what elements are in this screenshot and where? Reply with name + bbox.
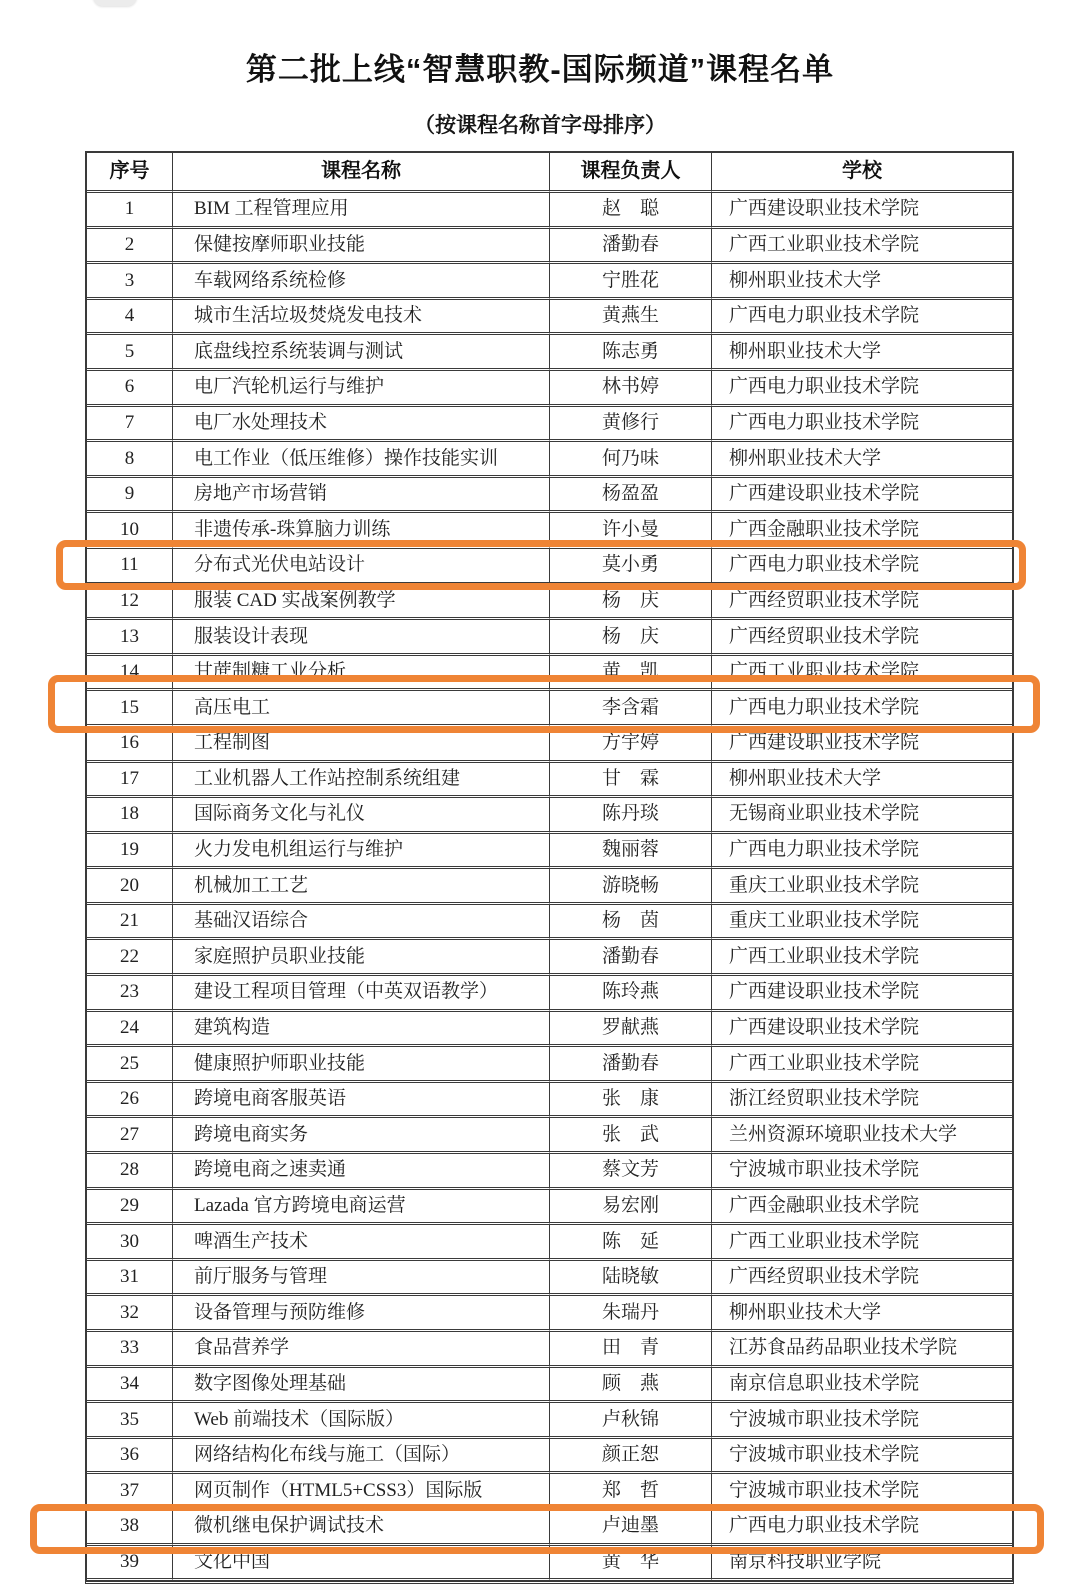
leader-cell: 潘勤春 (550, 1047, 712, 1083)
leader-cell: 陆晓敏 (550, 1261, 712, 1297)
table-row (87, 300, 1012, 336)
school-cell: 广西电力职业技术学院 (712, 371, 1012, 407)
school-cell: 广西建设职业技术学院 (712, 727, 1012, 763)
course-name-cell: 文化中国 (173, 1546, 550, 1582)
table-row (87, 620, 1012, 656)
school-cell: 广西经贸职业技术学院 (712, 585, 1012, 621)
school-cell: 广西工业职业技术学院 (712, 1225, 1012, 1261)
header-school: 学校 (712, 153, 1012, 193)
school-cell: 柳州职业技术大学 (712, 763, 1012, 799)
course-name-cell: 国际商务文化与礼仪 (173, 798, 550, 834)
leader-cell: 杨 庆 (550, 620, 712, 656)
table-row (87, 407, 1012, 443)
leader-cell: 黄燕生 (550, 300, 712, 336)
table-row (87, 1012, 1012, 1048)
leader-cell: 莫小勇 (550, 549, 712, 585)
course-table (85, 151, 1014, 1584)
leader-cell: 顾 燕 (550, 1368, 712, 1404)
school-cell: 柳州职业技术大学 (712, 264, 1012, 300)
table-row (87, 1368, 1012, 1404)
leader-cell: 黄 凯 (550, 656, 712, 692)
header-course-name: 课程名称 (173, 153, 550, 193)
school-cell: 南京科技职业学院 (712, 1546, 1012, 1582)
table-row (87, 1403, 1012, 1439)
course-name-cell: 建设工程项目管理（中英双语教学） (173, 976, 550, 1012)
course-name-cell: 数字图像处理基础 (173, 1368, 550, 1404)
course-name-cell: 健康照护师职业技能 (173, 1047, 550, 1083)
leader-cell: 陈玲燕 (550, 976, 712, 1012)
school-cell: 重庆工业职业技术学院 (712, 869, 1012, 905)
row-no-cell: 23 (87, 976, 173, 1012)
leader-cell: 陈 延 (550, 1225, 712, 1261)
leader-cell: 杨 庆 (550, 585, 712, 621)
school-cell: 江苏食品药品职业技术学院 (712, 1332, 1012, 1368)
school-cell: 南京信息职业技术学院 (712, 1368, 1012, 1404)
table-row (87, 1332, 1012, 1368)
row-no-cell: 14 (87, 656, 173, 692)
row-no-cell: 28 (87, 1154, 173, 1190)
leader-cell: 许小曼 (550, 513, 712, 549)
course-name-cell: 火力发电机组运行与维护 (173, 834, 550, 870)
leader-cell: 卢迪墨 (550, 1510, 712, 1546)
course-name-cell: 设备管理与预防维修 (173, 1296, 550, 1332)
course-name-cell: 电厂汽轮机运行与维护 (173, 371, 550, 407)
leader-cell: 游晓畅 (550, 869, 712, 905)
row-no-cell: 38 (87, 1510, 173, 1546)
leader-cell: 卢秋锦 (550, 1403, 712, 1439)
leader-cell: 潘勤春 (550, 229, 712, 265)
row-no-cell: 5 (87, 335, 173, 371)
school-cell: 广西工业职业技术学院 (712, 656, 1012, 692)
school-cell: 广西电力职业技术学院 (712, 300, 1012, 336)
leader-cell: 潘勤春 (550, 940, 712, 976)
leader-cell: 易宏刚 (550, 1190, 712, 1226)
leader-cell: 方宇婷 (550, 727, 712, 763)
table-row (87, 1154, 1012, 1190)
school-cell: 广西经贸职业技术学院 (712, 1261, 1012, 1297)
table-row (87, 1190, 1012, 1226)
course-name-cell: 高压电工 (173, 691, 550, 727)
school-cell: 浙江经贸职业技术学院 (712, 1083, 1012, 1119)
row-no-cell: 21 (87, 905, 173, 941)
school-cell: 重庆工业职业技术学院 (712, 905, 1012, 941)
table-row (87, 1296, 1012, 1332)
table-row (87, 229, 1012, 265)
course-name-cell: 车载网络系统检修 (173, 264, 550, 300)
leader-cell: 杨 茵 (550, 905, 712, 941)
course-name-cell: 电工作业（低压维修）操作技能实训 (173, 442, 550, 478)
school-cell: 广西工业职业技术学院 (712, 1047, 1012, 1083)
school-cell: 广西工业职业技术学院 (712, 940, 1012, 976)
row-no-cell: 17 (87, 763, 173, 799)
table-row (87, 1083, 1012, 1119)
course-name-cell: 底盘线控系统装调与测试 (173, 335, 550, 371)
course-name-cell: 分布式光伏电站设计 (173, 549, 550, 585)
course-name-cell: 城市生活垃圾焚烧发电技术 (173, 300, 550, 336)
course-name-cell: 微机继电保护调试技术 (173, 1510, 550, 1546)
course-name-cell: 基础汉语综合 (173, 905, 550, 941)
leader-cell: 甘 霖 (550, 763, 712, 799)
leader-cell: 黄修行 (550, 407, 712, 443)
course-name-cell: 保健按摩师职业技能 (173, 229, 550, 265)
leader-cell: 颜正恕 (550, 1439, 712, 1475)
course-name-cell: 服装设计表现 (173, 620, 550, 656)
row-no-cell: 11 (87, 549, 173, 585)
school-cell: 广西建设职业技术学院 (712, 478, 1012, 514)
course-name-cell: 房地产市场营销 (173, 478, 550, 514)
course-name-cell: 甘蔗制糖工业分析 (173, 656, 550, 692)
school-cell: 广西建设职业技术学院 (712, 193, 1012, 229)
leader-cell: 杨盈盈 (550, 478, 712, 514)
row-no-cell: 34 (87, 1368, 173, 1404)
leader-cell: 林书婷 (550, 371, 712, 407)
table-row (87, 691, 1012, 727)
table-row (87, 1439, 1012, 1475)
row-no-cell: 26 (87, 1083, 173, 1119)
course-name-cell: 电厂水处理技术 (173, 407, 550, 443)
course-name-cell: 建筑构造 (173, 1012, 550, 1048)
row-no-cell: 13 (87, 620, 173, 656)
leader-cell: 黄 华 (550, 1546, 712, 1582)
row-no-cell: 31 (87, 1261, 173, 1297)
page-subtitle: （按课程名称首字母排序） (414, 113, 666, 137)
table-row (87, 513, 1012, 549)
row-no-cell: 6 (87, 371, 173, 407)
row-no-cell: 30 (87, 1225, 173, 1261)
header-no: 序号 (87, 153, 173, 193)
course-name-cell: BIM 工程管理应用 (173, 193, 550, 229)
school-cell: 广西工业职业技术学院 (712, 229, 1012, 265)
school-cell: 兰州资源环境职业技术大学 (712, 1118, 1012, 1154)
table-row (87, 1118, 1012, 1154)
header-course-leader: 课程负责人 (550, 153, 712, 193)
row-no-cell: 20 (87, 869, 173, 905)
course-name-cell: 工业机器人工作站控制系统组建 (173, 763, 550, 799)
row-no-cell: 29 (87, 1190, 173, 1226)
table-row (87, 1510, 1012, 1546)
course-name-cell: 食品营养学 (173, 1332, 550, 1368)
row-no-cell: 32 (87, 1296, 173, 1332)
table-row (87, 976, 1012, 1012)
leader-cell: 宁胜花 (550, 264, 712, 300)
table-row (87, 371, 1012, 407)
row-no-cell: 37 (87, 1474, 173, 1510)
row-no-cell: 9 (87, 478, 173, 514)
school-cell: 广西经贸职业技术学院 (712, 620, 1012, 656)
table-row (87, 549, 1012, 585)
course-name-cell: 跨境电商实务 (173, 1118, 550, 1154)
row-no-cell: 19 (87, 834, 173, 870)
table-row (87, 1261, 1012, 1297)
leader-cell: 郑 哲 (550, 1474, 712, 1510)
school-cell: 广西电力职业技术学院 (712, 407, 1012, 443)
row-no-cell: 7 (87, 407, 173, 443)
school-cell: 宁波城市职业技术学院 (712, 1403, 1012, 1439)
course-name-cell: 非遗传承-珠算脑力训练 (173, 513, 550, 549)
leader-cell: 张 武 (550, 1118, 712, 1154)
leader-cell: 蔡文芳 (550, 1154, 712, 1190)
table-row (87, 763, 1012, 799)
row-no-cell: 10 (87, 513, 173, 549)
course-name-cell: 跨境电商之速卖通 (173, 1154, 550, 1190)
table-row (87, 335, 1012, 371)
row-no-cell: 3 (87, 264, 173, 300)
course-name-cell: 家庭照护员职业技能 (173, 940, 550, 976)
table-row (87, 727, 1012, 763)
row-no-cell: 27 (87, 1118, 173, 1154)
leader-cell: 李含霜 (550, 691, 712, 727)
leader-cell: 魏丽蓉 (550, 834, 712, 870)
course-name-cell: 网页制作（HTML5+CSS3）国际版 (173, 1474, 550, 1510)
row-no-cell: 8 (87, 442, 173, 478)
table-header-row (87, 153, 1012, 193)
course-name-cell: 服装 CAD 实战案例教学 (173, 585, 550, 621)
course-name-cell: 啤酒生产技术 (173, 1225, 550, 1261)
row-no-cell: 36 (87, 1439, 173, 1475)
school-cell: 广西电力职业技术学院 (712, 549, 1012, 585)
leader-cell: 陈丹琰 (550, 798, 712, 834)
school-cell: 柳州职业技术大学 (712, 1296, 1012, 1332)
leader-cell: 陈志勇 (550, 335, 712, 371)
row-no-cell: 12 (87, 585, 173, 621)
table-row (87, 1047, 1012, 1083)
table-row (87, 1225, 1012, 1261)
table-row (87, 478, 1012, 514)
school-cell: 宁波城市职业技术学院 (712, 1154, 1012, 1190)
row-no-cell: 25 (87, 1047, 173, 1083)
row-no-cell: 15 (87, 691, 173, 727)
leader-cell: 罗献燕 (550, 1012, 712, 1048)
table-row (87, 869, 1012, 905)
page-title: 第二批上线“智慧职教-国际频道”课程名单 (245, 52, 835, 87)
leader-cell: 何乃味 (550, 442, 712, 478)
course-name-cell: 机械加工工艺 (173, 869, 550, 905)
school-cell: 柳州职业技术大学 (712, 442, 1012, 478)
school-cell: 宁波城市职业技术学院 (712, 1439, 1012, 1475)
page-top-artifact (93, 0, 137, 6)
table-row (87, 1546, 1012, 1582)
school-cell: 广西电力职业技术学院 (712, 834, 1012, 870)
row-no-cell: 35 (87, 1403, 173, 1439)
school-cell: 广西电力职业技术学院 (712, 1510, 1012, 1546)
course-name-cell: 前厅服务与管理 (173, 1261, 550, 1297)
school-cell: 广西电力职业技术学院 (712, 691, 1012, 727)
leader-cell: 赵 聪 (550, 193, 712, 229)
row-no-cell: 2 (87, 229, 173, 265)
course-name-cell: Web 前端技术（国际版） (173, 1403, 550, 1439)
table-row (87, 834, 1012, 870)
row-no-cell: 33 (87, 1332, 173, 1368)
table-row (87, 1474, 1012, 1510)
row-no-cell: 39 (87, 1546, 173, 1582)
school-cell: 柳州职业技术大学 (712, 335, 1012, 371)
row-no-cell: 1 (87, 193, 173, 229)
course-name-cell: 工程制图 (173, 727, 550, 763)
table-row (87, 585, 1012, 621)
course-name-cell: 跨境电商客服英语 (173, 1083, 550, 1119)
course-name-cell: Lazada 官方跨境电商运营 (173, 1190, 550, 1226)
table-row (87, 442, 1012, 478)
school-cell: 无锡商业职业技术学院 (712, 798, 1012, 834)
row-no-cell: 24 (87, 1012, 173, 1048)
leader-cell: 朱瑞丹 (550, 1296, 712, 1332)
table-row (87, 940, 1012, 976)
table-row (87, 905, 1012, 941)
table-row (87, 264, 1012, 300)
row-no-cell: 22 (87, 940, 173, 976)
table-row (87, 656, 1012, 692)
row-no-cell: 16 (87, 727, 173, 763)
school-cell: 广西金融职业技术学院 (712, 1190, 1012, 1226)
table-row (87, 193, 1012, 229)
row-no-cell: 18 (87, 798, 173, 834)
course-name-cell: 网络结构化布线与施工（国际） (173, 1439, 550, 1475)
school-cell: 宁波城市职业技术学院 (712, 1474, 1012, 1510)
school-cell: 广西建设职业技术学院 (712, 976, 1012, 1012)
table-row (87, 798, 1012, 834)
leader-cell: 张 康 (550, 1083, 712, 1119)
school-cell: 广西金融职业技术学院 (712, 513, 1012, 549)
leader-cell: 田 青 (550, 1332, 712, 1368)
row-no-cell: 4 (87, 300, 173, 336)
school-cell: 广西建设职业技术学院 (712, 1012, 1012, 1048)
